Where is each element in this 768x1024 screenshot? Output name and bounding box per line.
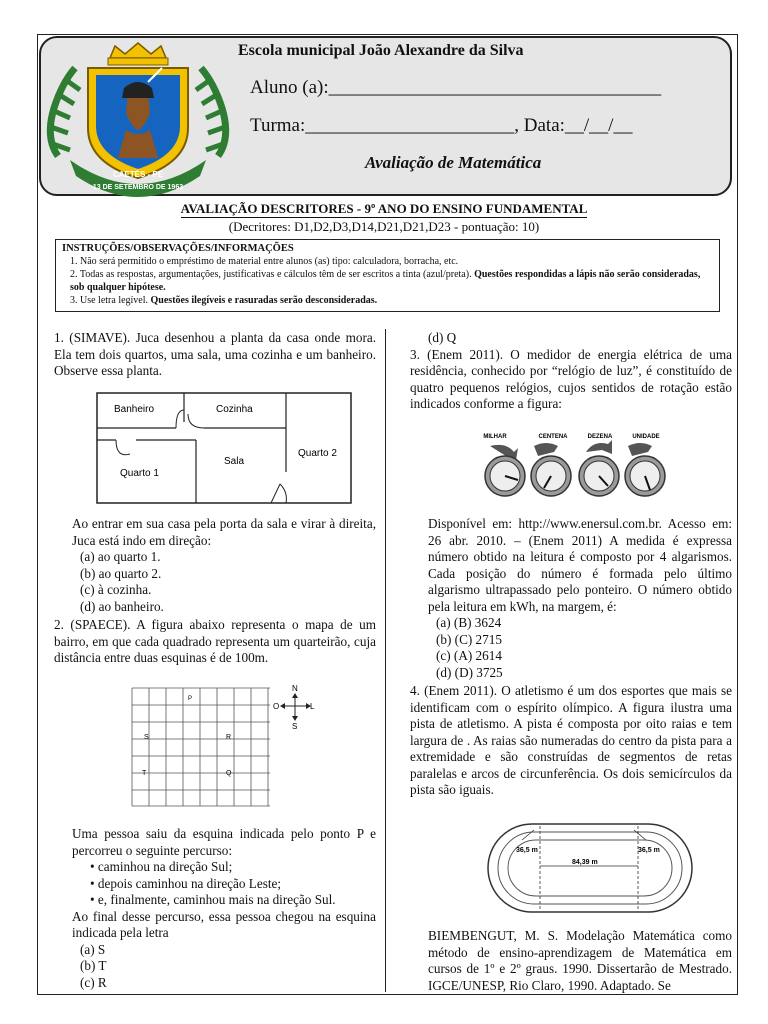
- q2-after: Uma pessoa saiu da esquina indicada pelo ponto P e percorreu o seguinte percurso:: [72, 826, 376, 858]
- clock-milhar: [485, 445, 525, 496]
- instructions-title: INSTRUÇÕES/OBSERVAÇÕES/INFORMAÇÕES: [62, 243, 294, 254]
- room-quarto1: Quarto 1: [120, 468, 159, 479]
- q2-final: Ao final desse percurso, essa pessoa chegou na esquina indicada pela letra: [72, 908, 376, 940]
- house-floor-plan: [96, 392, 352, 504]
- q2-option-b[interactable]: (b) T: [80, 958, 107, 973]
- compass-n: N: [292, 684, 298, 693]
- track-label-mid: 84,39 m: [572, 859, 598, 866]
- compass-rose: [273, 684, 315, 731]
- exam-title: Avaliação de Matemática: [365, 153, 542, 172]
- descriptors-line: (Decritores: D1,D2,D3,D14,D21,D21,D23 - pontuação: 10): [228, 219, 540, 234]
- school-name: Escola municipal João Alexandre da Silva: [238, 42, 524, 59]
- q2-option-d[interactable]: (d) Q: [428, 330, 457, 345]
- q3-option-c[interactable]: (c) (A) 2614: [436, 648, 502, 663]
- q1-option-a[interactable]: (a) ao quarto 1.: [80, 549, 161, 564]
- q2-bullet-2: • depois caminhou na direção Leste;: [90, 875, 282, 891]
- right-column: [410, 330, 732, 413]
- map-point-r: R: [226, 734, 232, 741]
- q1-option-d[interactable]: (d) ao banheiro.: [80, 598, 164, 614]
- athletics-track: [486, 822, 694, 914]
- instructions-box: [55, 239, 720, 312]
- q2-bullet-1: • caminhou na direção Sul;: [90, 859, 233, 874]
- room-cozinha: Cozinha: [216, 404, 253, 415]
- q4-after: BIEMBENGUT, M. S. Modelação Matemática como método de ensino-aprendizagem de Matemática em cursos de 1º e 2º graus. 1990. Dissertarão de Mestrado. IGCE/UNESP, Rio Claro, 1990. Adaptado. Se: [428, 928, 732, 993]
- subtitle: AVALIAÇÃO DESCRITORES - 9º ANO DO ENSINO FUNDAMENTAL: [180, 201, 588, 216]
- room-banheiro: Banheiro: [114, 404, 155, 415]
- room-sala: Sala: [224, 456, 245, 467]
- clock-unidade: [625, 443, 665, 496]
- left-column: [54, 330, 376, 380]
- compass-s: S: [292, 722, 298, 731]
- meter-label-unidade: UNIDADE: [632, 434, 660, 440]
- q3-option-d[interactable]: (d) (D) 3725: [436, 664, 503, 680]
- aluno-field: Aluno (a):___________________________________: [250, 77, 662, 98]
- q3-option-b[interactable]: (b) (C) 2715: [436, 631, 502, 647]
- left-column-2: [54, 516, 376, 667]
- room-quarto2: Quarto 2: [298, 448, 337, 459]
- logo-text-bottom: 13 DE SETEMBRO DE 1963: [92, 184, 184, 191]
- q1-option-c[interactable]: (c) à cozinha.: [80, 582, 152, 597]
- compass-o: O: [273, 702, 280, 711]
- track-label-right: 36,5 m: [638, 847, 660, 854]
- clock-dezena: [579, 440, 619, 496]
- q2-bullet-3: • e, finalmente, caminhou mais na direção Sul.: [90, 892, 336, 907]
- q2-text: 2. (SPAECE). A figura abaixo representa o mapa de um bairro, em que cada quadrado representa um quarteirão, cuja distância entre duas esquinas é de 100m.: [54, 617, 376, 665]
- school-logo: [40, 38, 236, 198]
- meter-label-milhar: MILHAR: [483, 434, 507, 440]
- q3-text: 3. (Enem 2011). O medidor de energia elétrica de uma residência, conhecido por “relógio de luz”, é constituído de quatro pequenos relógios, cujos sentidos de rotação estão indicados conforme a figura:: [410, 346, 732, 411]
- map-point-p: P: [188, 696, 193, 702]
- instruction-3: 3. Use letra legível. Questões ilegíveis e rasuradas serão desconsideradas.: [70, 295, 378, 306]
- turma-data-field: Turma:______________________, Data:__/__/__: [250, 115, 633, 136]
- right-column-3: [428, 928, 732, 994]
- q3-option-a[interactable]: (a) (B) 3624: [436, 615, 502, 630]
- instruction-1: 1. Não será permitido o empréstimo de material entre alunos (as) tipo: calculadora, borracha, etc.: [70, 256, 459, 267]
- q2-option-a[interactable]: (a) S: [80, 941, 106, 957]
- meter-label-dezena: DEZENA: [587, 434, 613, 440]
- energy-meter-clocks: [478, 428, 678, 500]
- q1-text: 1. (SIMAVE). Juca desenhou a planta da casa onde mora. Ela tem dois quartos, uma sala, uma cozinha e um banheiro. Observe essa planta.: [54, 330, 376, 378]
- q4-text: 4. (Enem 2011). O atletismo é um dos esportes que mais se identificam com o espírito olímpico. A figura ilustra uma pista de atletismo. A pista é composta por oito raias e tem largura de . As raias são numeradas do centro da pista para a extremidade e são construídas de segmentos de retas paralelas e arcos de circunferência. Os dois semicírculos da pista são iguais.: [410, 683, 732, 797]
- left-column-3: [54, 826, 376, 991]
- compass-l: L: [310, 702, 315, 711]
- column-divider: [385, 329, 386, 992]
- q3-after: Disponível em: http://www.enersul.com.br. Acesso em: 26 abr. 2010. – (Enem 2011) A medida é expressa número obtido na leitura é composto por 4 algarismos. Cada posição do número é formada pelo último algarismo ultrapassado pelo ponteiro. O número obtido pela leitura em kWh, na margem, é:: [428, 516, 732, 614]
- q2-option-c[interactable]: (c) R: [80, 974, 107, 990]
- map-point-s: S: [144, 734, 149, 741]
- neighborhood-map: [128, 684, 328, 808]
- track-label-left: 36,5 m: [516, 847, 538, 854]
- q1-option-b[interactable]: (b) ao quarto 2.: [80, 565, 162, 581]
- right-column-2: [410, 516, 732, 799]
- clock-centena: [531, 443, 571, 496]
- map-point-t: T: [142, 770, 147, 777]
- logo-text-top: CAETÉS - PE: [112, 170, 164, 179]
- meter-label-centena: CENTENA: [538, 434, 568, 440]
- map-point-q: Q: [226, 770, 232, 777]
- instruction-2: 2. Todas as respostas, argumentações, justificativas e cálculos têm de ser escritos a tinta (azul/preta). Questões respondidas a lápis não serão consideradas, sob qualquer hipótese.: [70, 269, 701, 293]
- q1-after: Ao entrar em sua casa pela porta da sala e virar à direita, Juca está indo em direção:: [72, 516, 376, 548]
